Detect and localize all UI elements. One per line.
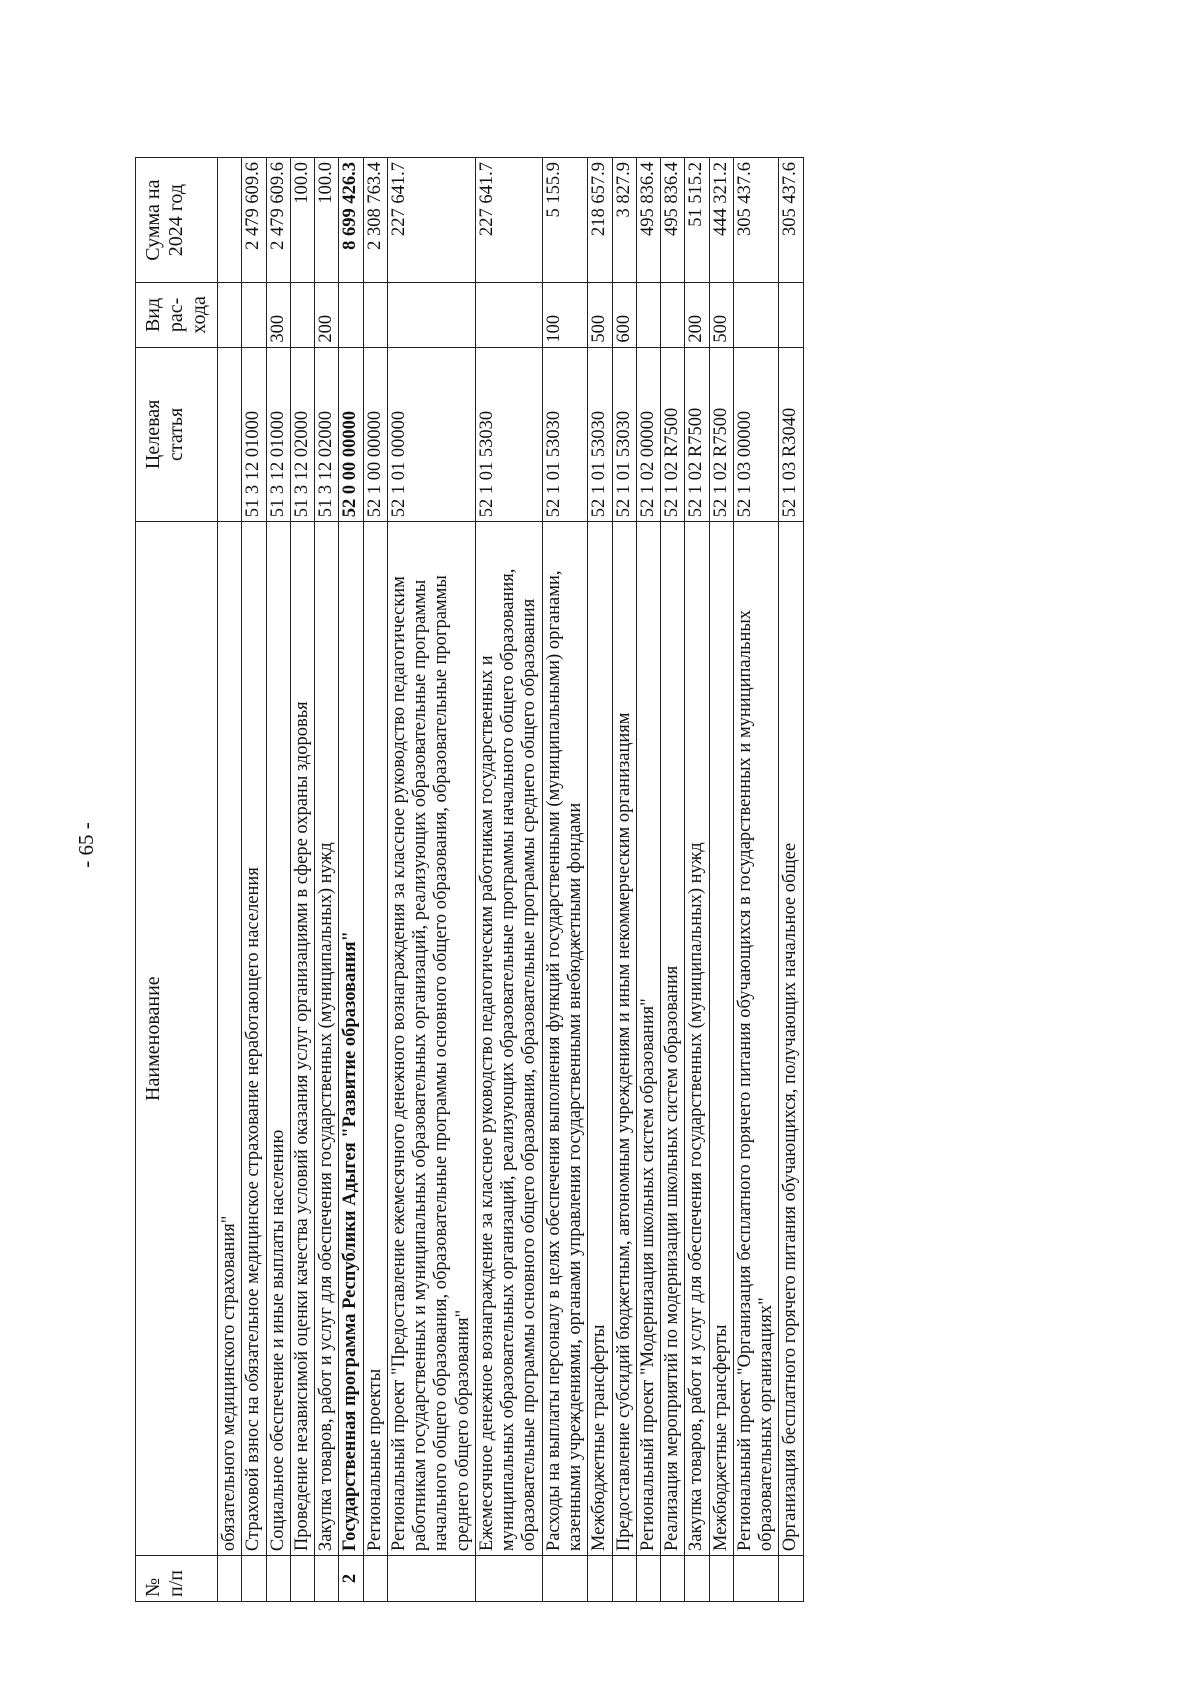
row-code: 51 3 12 02000 bbox=[315, 347, 339, 522]
row-num bbox=[661, 1556, 685, 1602]
row-code: 51 3 12 02000 bbox=[290, 347, 314, 522]
row-name: Региональный проект "Модернизация школьных систем образования" bbox=[636, 522, 660, 1556]
budget-table-sheet bbox=[135, 157, 1067, 1602]
row-name: Региональные проекты bbox=[363, 522, 387, 1556]
header-expense: Вид рас- хода bbox=[136, 283, 218, 347]
row-name: обязательного медицинского страхования" bbox=[218, 522, 242, 1556]
row-num bbox=[542, 1556, 588, 1602]
row-amount: 5 155.9 bbox=[542, 158, 588, 283]
row-code: 52 1 01 53030 bbox=[475, 347, 542, 522]
row-num bbox=[315, 1556, 339, 1602]
row-num bbox=[363, 1556, 387, 1602]
row-expense bbox=[387, 283, 475, 347]
table-row bbox=[387, 158, 475, 1602]
table-row bbox=[339, 158, 363, 1602]
row-amount: 100.0 bbox=[290, 158, 314, 283]
row-num bbox=[290, 1556, 314, 1602]
row-name: Региональный проект "Организация бесплатного горячего питания обучающихся в государственных и муниципальных образовательных организациях" bbox=[733, 522, 779, 1556]
row-amount bbox=[218, 158, 242, 283]
row-num bbox=[709, 1556, 733, 1602]
row-code: 51 3 12 01000 bbox=[266, 347, 290, 522]
table-row bbox=[242, 158, 266, 1602]
row-code: 52 1 02 R7500 bbox=[685, 347, 709, 522]
row-amount: 227 641.7 bbox=[475, 158, 542, 283]
row-code: 52 1 00 00000 bbox=[363, 347, 387, 522]
row-num bbox=[218, 1556, 242, 1602]
row-amount: 2 479 609.6 bbox=[242, 158, 266, 283]
table-row bbox=[733, 158, 779, 1602]
table-row bbox=[218, 158, 242, 1602]
row-amount: 444 321.2 bbox=[709, 158, 733, 283]
row-expense: 100 bbox=[542, 283, 588, 347]
row-amount: 8 699 426.3 bbox=[339, 158, 363, 283]
row-amount: 100.0 bbox=[315, 158, 339, 283]
row-num bbox=[475, 1556, 542, 1602]
table-header-row bbox=[136, 158, 218, 1602]
row-amount: 227 641.7 bbox=[387, 158, 475, 283]
row-code: 52 1 02 R7500 bbox=[709, 347, 733, 522]
row-code: 52 1 03 R3040 bbox=[779, 347, 803, 522]
row-name: Предоставление субсидий бюджетным, автономным учреждениям и иным некоммерческим организациям bbox=[612, 522, 636, 1556]
row-num bbox=[733, 1556, 779, 1602]
row-code: 52 1 03 00000 bbox=[733, 347, 779, 522]
row-num bbox=[612, 1556, 636, 1602]
row-expense: 300 bbox=[266, 283, 290, 347]
row-name: Закупка товаров, работ и услуг для обеспечения государственных (муниципальных) нужд bbox=[315, 522, 339, 1556]
row-name: Реализация мероприятий по модернизации школьных систем образования bbox=[661, 522, 685, 1556]
header-code: Целевая статья bbox=[136, 347, 218, 522]
row-num: 2 bbox=[339, 1556, 363, 1602]
row-num bbox=[588, 1556, 612, 1602]
row-expense: 200 bbox=[315, 283, 339, 347]
table-row bbox=[266, 158, 290, 1602]
row-amount: 305 437.6 bbox=[733, 158, 779, 283]
row-code: 52 1 01 00000 bbox=[387, 347, 475, 522]
row-code: 52 1 01 53030 bbox=[588, 347, 612, 522]
table-row bbox=[363, 158, 387, 1602]
row-code: 52 1 02 R7500 bbox=[661, 347, 685, 522]
budget-table bbox=[135, 157, 804, 1602]
row-name: Ежемесячное денежное вознаграждение за классное руководство педагогическим работникам государственных и муниципальных образовательных организаций, реализующих образовательные программы начального общего образования, образовательные программы основного общего образования, образовательные программы среднего общего образования bbox=[475, 522, 542, 1556]
row-name: Расходы на выплаты персоналу в целях обеспечения выполнения функций государственными (муниципальными) органами, казенными учреждениями, органами управления государственными внебюджетными фондами bbox=[542, 522, 588, 1556]
row-name: Межбюджетные трансферты bbox=[588, 522, 612, 1556]
row-expense bbox=[290, 283, 314, 347]
row-num bbox=[779, 1556, 803, 1602]
row-amount: 2 308 763.4 bbox=[363, 158, 387, 283]
page-number: - 65 - bbox=[74, 822, 98, 868]
row-num bbox=[242, 1556, 266, 1602]
row-code: 52 0 00 00000 bbox=[339, 347, 363, 522]
row-expense: 200 bbox=[685, 283, 709, 347]
table-row bbox=[709, 158, 733, 1602]
row-name: Закупка товаров, работ и услуг для обеспечения государственных (муниципальных) нужд bbox=[685, 522, 709, 1556]
row-expense bbox=[363, 283, 387, 347]
table-row bbox=[542, 158, 588, 1602]
row-amount: 3 827.9 bbox=[612, 158, 636, 283]
table-row bbox=[588, 158, 612, 1602]
table-row bbox=[779, 158, 803, 1602]
row-code: 52 1 02 00000 bbox=[636, 347, 660, 522]
row-amount: 2 479 609.6 bbox=[266, 158, 290, 283]
row-code: 51 3 12 01000 bbox=[242, 347, 266, 522]
row-name: Проведение независимой оценки качества условий оказания услуг организациями в сфере охраны здоровья bbox=[290, 522, 314, 1556]
table-row bbox=[685, 158, 709, 1602]
row-expense: 500 bbox=[709, 283, 733, 347]
row-code: 52 1 01 53030 bbox=[612, 347, 636, 522]
row-expense: 600 bbox=[612, 283, 636, 347]
table-row bbox=[612, 158, 636, 1602]
row-amount: 495 836.4 bbox=[661, 158, 685, 283]
row-num bbox=[387, 1556, 475, 1602]
row-code: 52 1 01 53030 bbox=[542, 347, 588, 522]
row-expense bbox=[661, 283, 685, 347]
row-name: Социальное обеспечение и иные выплаты населению bbox=[266, 522, 290, 1556]
row-expense: 500 bbox=[588, 283, 612, 347]
row-name: Межбюджетные трансферты bbox=[709, 522, 733, 1556]
table-row bbox=[636, 158, 660, 1602]
table-body bbox=[218, 158, 804, 1602]
header-num: № п/п bbox=[136, 1556, 218, 1602]
table-row bbox=[315, 158, 339, 1602]
table-row bbox=[475, 158, 542, 1602]
row-amount: 305 437.6 bbox=[779, 158, 803, 283]
table-row bbox=[661, 158, 685, 1602]
row-name: Государственная программа Республики Адыгея "Развитие образования" bbox=[339, 522, 363, 1556]
row-name: Страховой взнос на обязательное медицинское страхование неработающего населения bbox=[242, 522, 266, 1556]
row-name: Организация бесплатного горячего питания обучающихся, получающих начальное общее bbox=[779, 522, 803, 1556]
row-expense bbox=[218, 283, 242, 347]
row-amount: 51 515.2 bbox=[685, 158, 709, 283]
row-expense bbox=[733, 283, 779, 347]
row-num bbox=[636, 1556, 660, 1602]
row-expense bbox=[339, 283, 363, 347]
row-expense bbox=[475, 283, 542, 347]
row-expense bbox=[242, 283, 266, 347]
header-amount: Сумма на 2024 год bbox=[136, 158, 218, 283]
row-num bbox=[685, 1556, 709, 1602]
row-amount: 495 836.4 bbox=[636, 158, 660, 283]
row-num bbox=[266, 1556, 290, 1602]
row-amount: 218 657.9 bbox=[588, 158, 612, 283]
row-name: Региональный проект "Предоставление ежемесячного денежного вознаграждения за классное руководство педагогическим работникам государственных и муниципальных образовательных организаций, реализующих образовательные программы начального общего образования, образовательные программы основного общего образования, образовательные программы среднего общего образования" bbox=[387, 522, 475, 1556]
row-code bbox=[218, 347, 242, 522]
header-name: Наименование bbox=[136, 522, 218, 1556]
table-row bbox=[290, 158, 314, 1602]
row-expense bbox=[636, 283, 660, 347]
row-expense bbox=[779, 283, 803, 347]
